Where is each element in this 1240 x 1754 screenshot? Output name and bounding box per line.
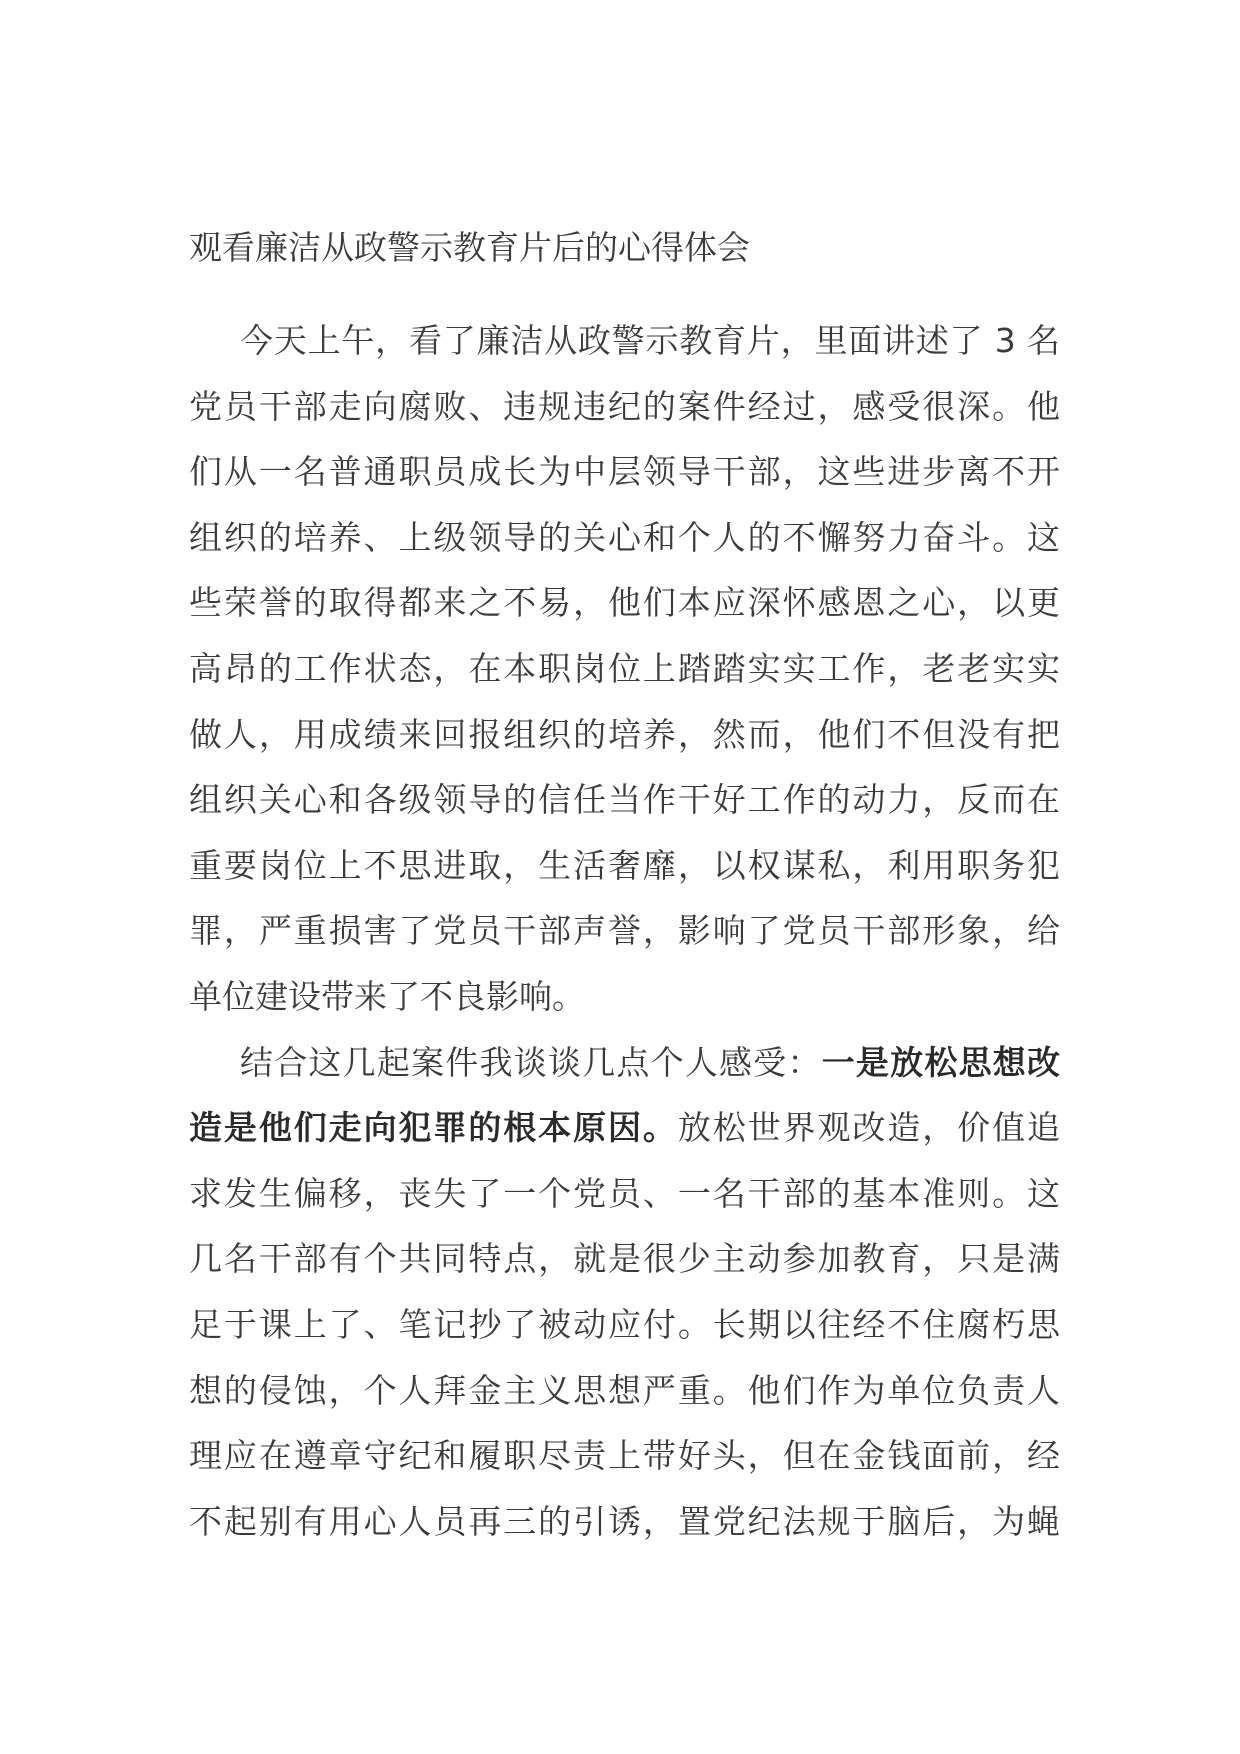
text-line bbox=[189, 1030, 1060, 1096]
text-line bbox=[189, 570, 1060, 636]
text-run: 组织关心和各级领导的信任当作干好工作的动力，反而在 bbox=[189, 780, 1060, 820]
paragraph bbox=[189, 1030, 1060, 1555]
text-line bbox=[189, 374, 1060, 440]
bold-text: 一是放松思想改 bbox=[821, 1042, 1061, 1082]
text-run: 今天上午，看了廉洁从政警示教育片，里面讲述了 3 名 bbox=[240, 321, 1060, 360]
text-run: 组织的培养、上级领导的关心和个人的不懈努力奋斗。这 bbox=[189, 517, 1060, 557]
text-line bbox=[189, 1489, 1060, 1555]
text-line bbox=[189, 308, 1060, 374]
text-line bbox=[189, 1226, 1060, 1292]
document-title: 观看廉洁从政警示教育片后的心得体会 bbox=[189, 228, 750, 267]
text-run: 做人，用成绩来回报组织的培养，然而，他们不但没有把 bbox=[189, 714, 1060, 754]
document-body bbox=[189, 308, 1060, 1554]
text-run: 放松世界观改造，价值追 bbox=[677, 1108, 1061, 1148]
text-run: 足于课上了、笔记抄了被动应付。长期以往经不住腐朽思 bbox=[189, 1304, 1060, 1344]
text-run: 们从一名普通职员成长为中层领导干部，这些进步离不开 bbox=[189, 452, 1060, 492]
text-line bbox=[189, 898, 1060, 964]
bold-text: 造是他们走向犯罪的根本原因。 bbox=[189, 1108, 678, 1148]
text-run: 理应在遵章守纪和履职尽责上带好头，但在金钱面前，经 bbox=[189, 1436, 1060, 1476]
text-line bbox=[189, 833, 1060, 899]
text-line bbox=[189, 1095, 1060, 1161]
text-run: 重要岗位上不思进取，生活奢靡，以权谋私，利用职务犯 bbox=[189, 845, 1060, 885]
text-run: 结合这几起案件我谈谈几点个人感受： bbox=[240, 1042, 822, 1082]
text-run: 求发生偏移，丧失了一个党员、一名干部的基本准则。这 bbox=[189, 1173, 1060, 1213]
text-run: 几名干部有个共同特点，就是很少主动参加教育，只是满 bbox=[189, 1239, 1060, 1279]
text-line bbox=[189, 964, 1060, 1030]
text-line bbox=[189, 439, 1060, 505]
text-run: 单位建设带来了不良影响。 bbox=[189, 976, 585, 1016]
text-line bbox=[189, 1161, 1060, 1227]
text-line bbox=[189, 1292, 1060, 1358]
text-line bbox=[189, 1423, 1060, 1489]
text-run: 党员干部走向腐败、违规违纪的案件经过，感受很深。他 bbox=[189, 386, 1060, 426]
text-line bbox=[189, 505, 1060, 571]
text-run: 不起别有用心人员再三的引诱，置党纪法规于脑后，为蝇 bbox=[189, 1501, 1060, 1541]
text-run: 想的侵蚀，个人拜金主义思想严重。他们作为单位负责人 bbox=[189, 1370, 1060, 1410]
text-run: 些荣誉的取得都来之不易，他们本应深怀感恩之心，以更 bbox=[189, 583, 1060, 623]
text-line bbox=[189, 636, 1060, 702]
paragraph bbox=[189, 308, 1060, 1030]
text-run: 高昂的工作状态，在本职岗位上踏踏实实工作，老老实实 bbox=[189, 648, 1060, 688]
text-line bbox=[189, 767, 1060, 833]
text-line bbox=[189, 702, 1060, 768]
text-line bbox=[189, 1358, 1060, 1424]
text-run: 罪，严重损害了党员干部声誉，影响了党员干部形象，给 bbox=[189, 911, 1060, 951]
